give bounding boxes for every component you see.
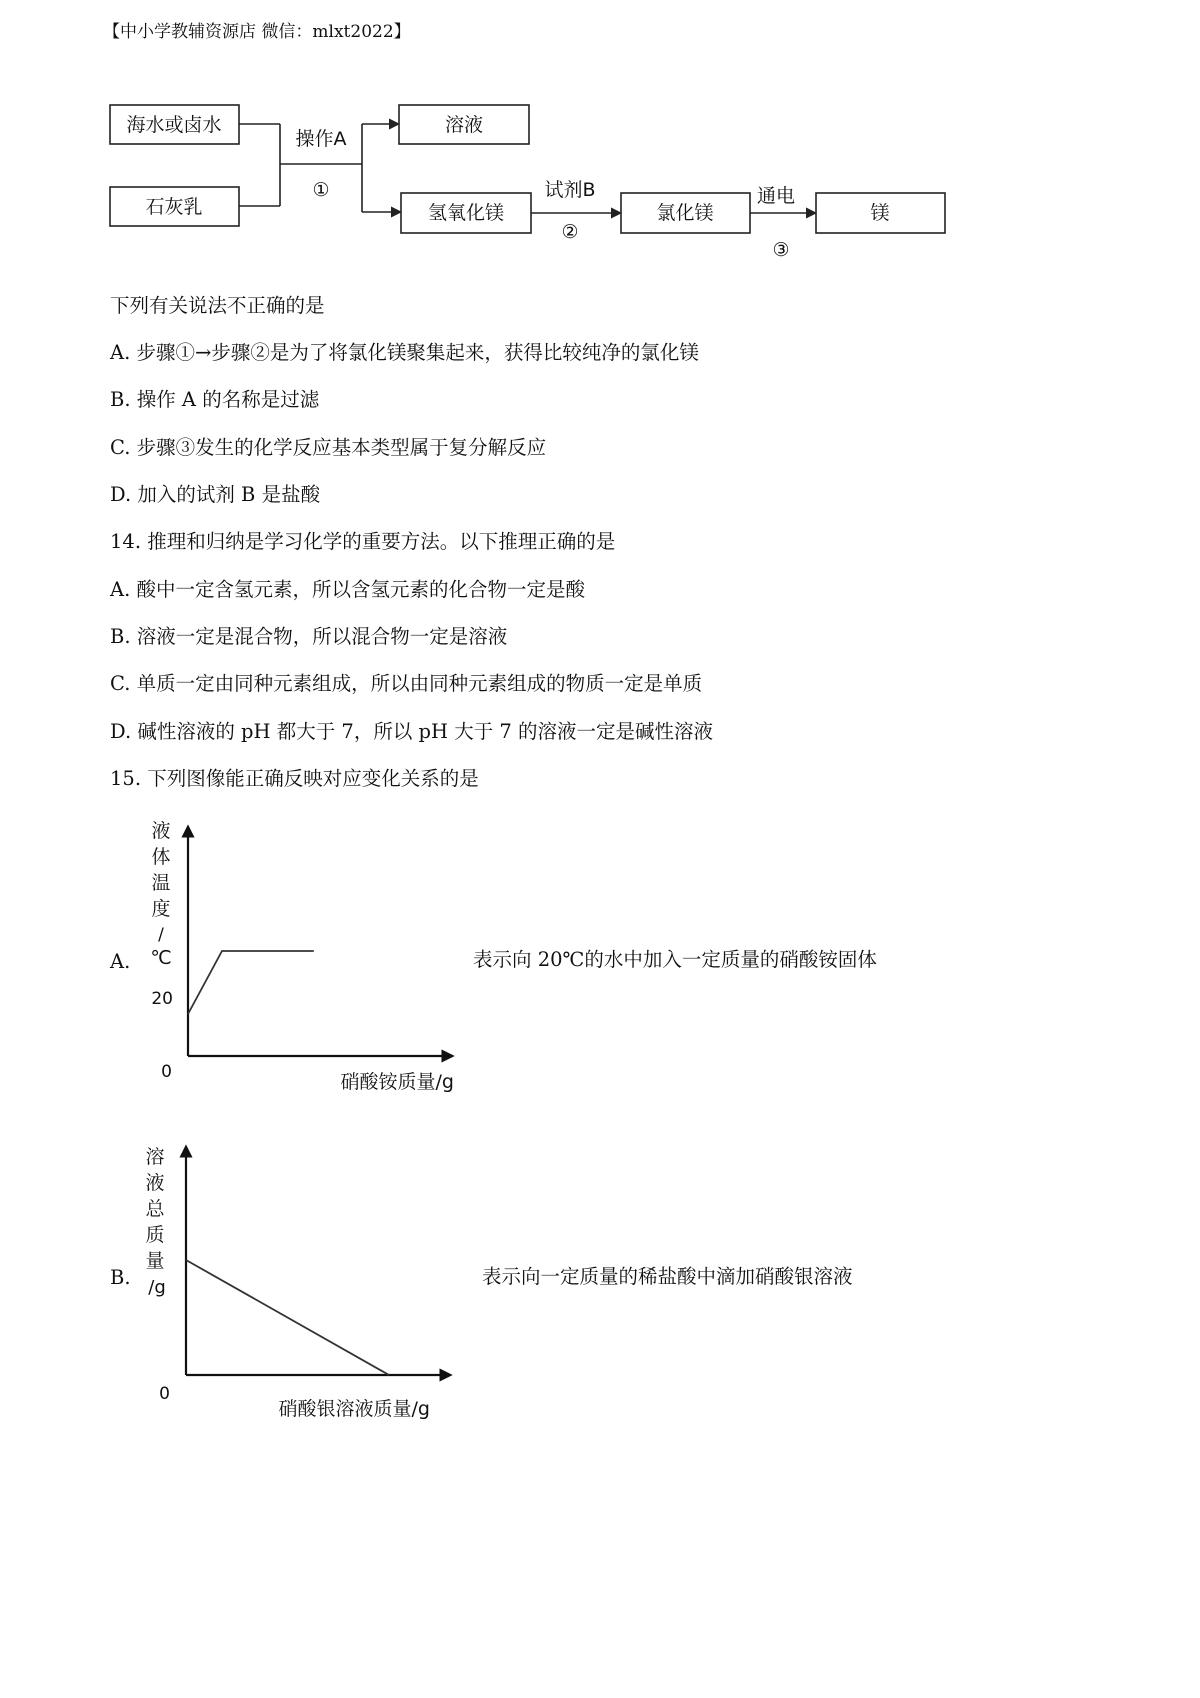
node-seawater-label: 海水或卤水: [126, 114, 222, 136]
chart-a-ylabel: [150, 820, 171, 969]
node-limewater-label: 石灰乳: [145, 196, 203, 218]
chart-b-ylabel-char-1: 溶: [145, 1146, 165, 1168]
chart-a-ylabel-char-1: 液: [151, 820, 171, 842]
chart-a-xlabel: 硝酸铵质量/g: [340, 1071, 454, 1093]
edge-label-reagent-b: 试剂B: [544, 179, 596, 201]
edge-label-operation-a: 操作A: [295, 128, 347, 150]
chart-b-xlabel: 硝酸银溶液质量/g: [278, 1398, 430, 1420]
chart-b: [130, 1135, 470, 1420]
chart-b-ylabel-char-6: /g: [148, 1277, 166, 1298]
node-magnesium-label: 镁: [870, 202, 890, 224]
node-solution-label: 溶液: [444, 114, 484, 136]
chart-a-curve: [188, 951, 314, 1014]
q14-option-a: A. 酸中一定含氢元素，所以含氢元素的化合物一定是酸: [110, 578, 585, 601]
node-hydroxide-label: 氢氧化镁: [427, 202, 505, 224]
q13-option-a: A. 步骤①→步骤②是为了将氯化镁聚集起来，获得比较纯净的氯化镁: [110, 341, 699, 364]
chart-a-ylabel-char-2: 体: [151, 846, 171, 868]
chart-b-origin: 0: [159, 1384, 170, 1404]
q15-option-a-letter: A.: [110, 950, 131, 973]
q13-stem: 下列有关说法不正确的是: [110, 294, 325, 317]
chart-a-ytick-20: 20: [151, 989, 173, 1009]
chart-b-curve: [186, 1260, 389, 1375]
chart-a-ylabel-char-3: 温: [151, 872, 171, 894]
chart-a: [130, 815, 470, 1100]
q15-option-a-description: 表示向 20℃的水中加入一定质量的硝酸铵固体: [473, 948, 877, 971]
edge-step-3: ③: [772, 239, 790, 261]
chart-a-origin: 0: [161, 1062, 172, 1082]
chart-b-ylabel-char-2: 液: [145, 1172, 165, 1194]
chart-b-ylabel: [145, 1146, 165, 1298]
q15-option-b-description: 表示向一定质量的稀盐酸中滴加硝酸银溶液: [482, 1265, 853, 1288]
q13-option-b: B. 操作 A 的名称是过滤: [110, 388, 320, 411]
page-header: 【中小学教辅资源店 微信：mlxt2022】: [103, 22, 411, 42]
q14-option-c: C. 单质一定由同种元素组成，所以由同种元素组成的物质一定是单质: [110, 672, 703, 695]
q14-option-d: D. 碱性溶液的 pH 都大于 7，所以 pH 大于 7 的溶液一定是碱性溶液: [110, 720, 714, 743]
chart-b-ylabel-char-5: 量: [145, 1250, 165, 1272]
chart-a-ylabel-char-4: 度: [151, 898, 171, 920]
q13-option-d: D. 加入的试剂 B 是盐酸: [110, 483, 321, 506]
chart-a-ylabel-char-5: /: [158, 925, 164, 945]
edge-step-1: ①: [312, 179, 330, 201]
q13-option-c: C. 步骤③发生的化学反应基本类型属于复分解反应: [110, 436, 547, 459]
q15-option-b-letter: B.: [110, 1266, 131, 1289]
q14-stem: 14. 推理和归纳是学习化学的重要方法。以下推理正确的是: [110, 530, 616, 553]
node-chloride-label: 氯化镁: [656, 202, 714, 224]
chart-b-ylabel-char-4: 质: [145, 1224, 165, 1246]
chart-a-ylabel-char-6: ℃: [150, 947, 172, 969]
q15-stem: 15. 下列图像能正确反映对应变化关系的是: [110, 767, 479, 790]
process-flowchart: [0, 0, 1200, 270]
chart-b-ylabel-char-3: 总: [145, 1198, 165, 1220]
edge-step-2: ②: [561, 221, 579, 243]
edge-label-electrolysis: 通电: [756, 185, 796, 207]
q14-option-b: B. 溶液一定是混合物，所以混合物一定是溶液: [110, 625, 508, 648]
